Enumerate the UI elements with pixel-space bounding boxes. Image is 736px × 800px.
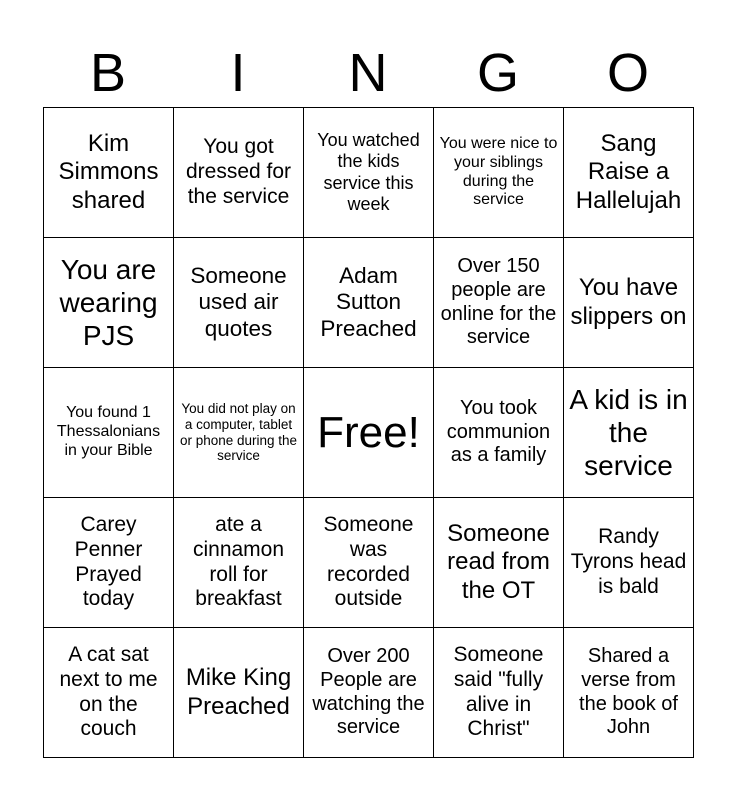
bingo-cell[interactable]: Someone said "fully alive in Christ" (434, 628, 564, 758)
bingo-cell[interactable]: Over 200 People are watching the service (304, 628, 434, 758)
bingo-cell[interactable]: Carey Penner Prayed today (44, 498, 174, 628)
bingo-cell[interactable]: Randy Tyrons head is bald (564, 498, 694, 628)
bingo-cell[interactable]: Kim Simmons shared (44, 108, 174, 238)
bingo-cell[interactable]: A kid is in the service (564, 368, 694, 498)
bingo-cell[interactable]: ate a cinnamon roll for breakfast (174, 498, 304, 628)
bingo-cell[interactable]: You watched the kids service this week (304, 108, 434, 238)
bingo-cell[interactable]: Mike King Preached (174, 628, 304, 758)
header-letter-g: G (476, 43, 519, 103)
header-letter-o: O (606, 43, 649, 103)
header-letter-n: N (348, 43, 388, 103)
board-row (44, 368, 694, 498)
bingo-cell[interactable]: Shared a verse from the book of John (564, 628, 694, 758)
bingo-board (43, 107, 694, 758)
bingo-cell[interactable]: You took communion as a family (434, 368, 564, 498)
bingo-cell[interactable]: You were nice to your siblings during the service (434, 108, 564, 238)
bingo-cell[interactable]: You are wearing PJS (44, 238, 174, 368)
board-row (44, 498, 694, 628)
bingo-cell[interactable]: Someone was recorded outside (304, 498, 434, 628)
bingo-cell[interactable]: You did not play on a computer, tablet or phone during the service (174, 368, 304, 498)
bingo-header (43, 40, 693, 106)
bingo-cell[interactable]: Adam Sutton Preached (304, 238, 434, 368)
header-letter-b: B (89, 43, 127, 103)
header-letter-i: I (230, 43, 246, 103)
bingo-cell[interactable]: Someone used air quotes (174, 238, 304, 368)
bingo-cell[interactable]: A cat sat next to me on the couch (44, 628, 174, 758)
board-row (44, 108, 694, 238)
free-space[interactable]: Free! (304, 368, 434, 498)
bingo-cell[interactable]: Over 150 people are online for the service (434, 238, 564, 368)
bingo-cell[interactable]: Sang Raise a Hallelujah (564, 108, 694, 238)
board-row (44, 628, 694, 758)
board-row (44, 238, 694, 368)
bingo-cell[interactable]: You got dressed for the service (174, 108, 304, 238)
bingo-cell[interactable]: Someone read from the OT (434, 498, 564, 628)
bingo-cell[interactable]: You have slippers on (564, 238, 694, 368)
bingo-cell[interactable]: You found 1 Thessalonians in your Bible (44, 368, 174, 498)
